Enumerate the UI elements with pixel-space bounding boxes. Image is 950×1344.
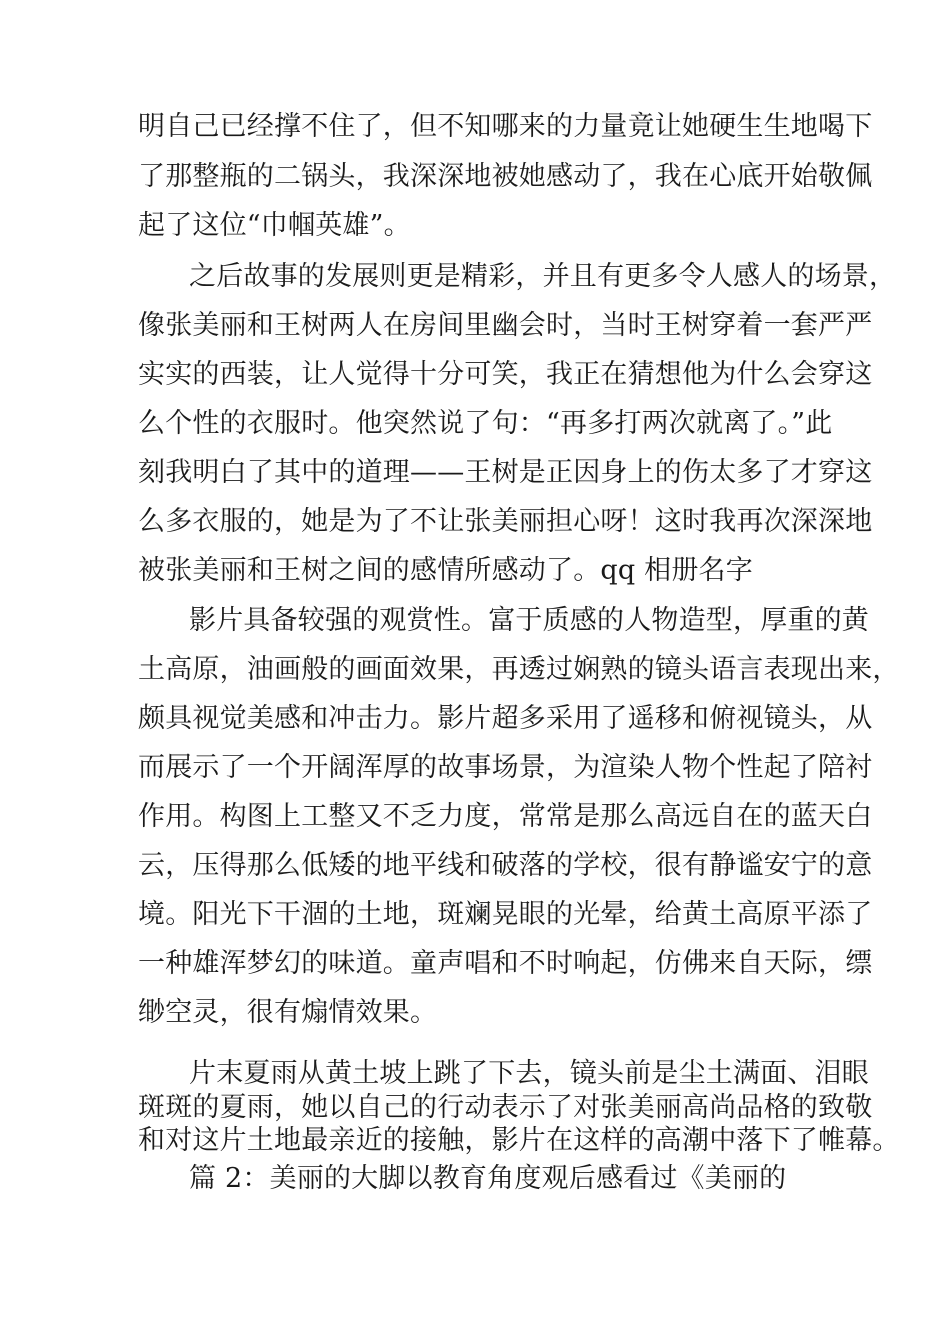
paragraph-start-line: 之后故事的发展则更是精彩，并且有更多令人感人的场景， bbox=[189, 261, 897, 292]
text-line: 而展示了一个开阔浑厚的故事场景，为渲染人物个性起了陪衬 bbox=[138, 752, 873, 783]
text-line: 云，压得那么低矮的地平线和破落的学校，很有静谧安宁的意 bbox=[138, 850, 873, 881]
text-line: 刻我明白了其中的道理——王树是正因身上的伤太多了才穿这 bbox=[138, 457, 873, 488]
text-line: 了那整瓶的二锅头，我深深地被她感动了，我在心底开始敬佩 bbox=[138, 161, 873, 192]
text-line: 么多衣服的，她是为了不让张美丽担心呀！这时我再次深深地 bbox=[138, 506, 873, 537]
text-line: 颇具视觉美感和冲击力。影片超多采用了遥移和俯视镜头，从 bbox=[138, 703, 873, 734]
text-line: 土高原，油画般的画面效果，再透过娴熟的镜头语言表现出来， bbox=[138, 654, 900, 685]
text-line: 斑斑的夏雨，她以自己的行动表示了对张美丽高尚品格的致敬 bbox=[138, 1092, 873, 1123]
text-line: 起了这位“巾帼英雄”。 bbox=[138, 210, 411, 241]
paragraph-start-line: 片末夏雨从黄土坡上跳了下去，镜头前是尘土满面、泪眼 bbox=[189, 1058, 869, 1089]
text-line: 明自己已经撑不住了，但不知哪来的力量竟让她硬生生地喝下 bbox=[138, 111, 873, 142]
paragraph-start-line: 影片具备较强的观赏性。富于质感的人物造型，厚重的黄 bbox=[189, 605, 869, 636]
text-line: 实实的西装，让人觉得十分可笑，我正在猜想他为什么会穿这 bbox=[138, 359, 873, 390]
text-line: 作用。构图上工整又不乏力度，常常是那么高远自在的蓝天白 bbox=[138, 801, 873, 832]
text-line: 和对这片土地最亲近的接触，影片在这样的高潮中落下了帷幕。 bbox=[138, 1125, 900, 1156]
text-line: 一种雄浑梦幻的味道。童声唱和不时响起，仿佛来自天际，缥 bbox=[138, 948, 873, 979]
text-line: 像张美丽和王树两人在房间里幽会时，当时王树穿着一套严严 bbox=[138, 310, 873, 341]
text-line: 么个性的衣服时。他突然说了句：“再多打两次就离了。”此 bbox=[138, 408, 833, 439]
text-line: 被张美丽和王树之间的感情所感动了。qq 相册名字 bbox=[138, 555, 753, 586]
text-line: 境。阳光下干涸的土地，斑斓晃眼的光晕，给黄土高原平添了 bbox=[138, 899, 873, 930]
text-line: 缈空灵，很有煽情效果。 bbox=[138, 997, 438, 1028]
section-heading-line: 篇 2：美丽的大脚以教育角度观后感看过《美丽的 bbox=[189, 1163, 787, 1194]
